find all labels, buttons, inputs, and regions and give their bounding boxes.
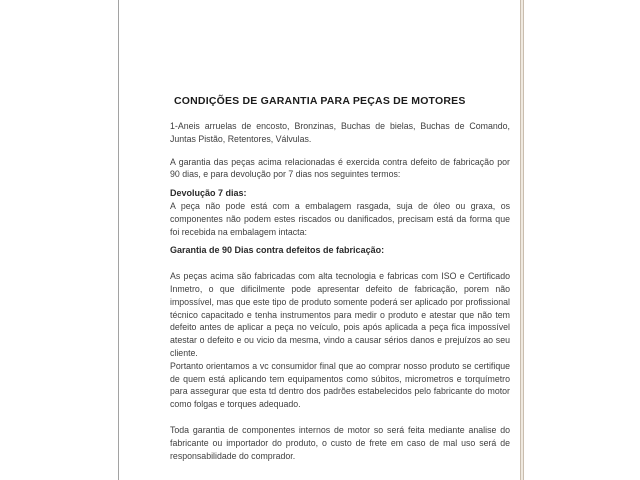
page-title: CONDIÇÕES DE GARANTIA PARA PEÇAS DE MOTORES	[174, 95, 466, 107]
garantia-paragraph-1: As peças acima são fabricadas com alta tecnologia e fabricas com ISO e Certificado Inmetro, o que dificilmente pode apresentar defeito de fabricação, porem não impossível, mas que este tipo de produto somente poderá ser aplicado por profissional técnico capacitado e tenha instrumentos para medir o produto e atestar que não tem defeito antes de aplicar a peça no veículo, pois após aplicada a peça fica impossível atestar o defeito e ou vicio da mesma, vindo a causar sérios danos e prejuízos ao seu cliente.	[170, 271, 510, 358]
devolucao-section-body: A peça não pode está com a embalagem rasgada, suja de óleo ou graxa, os componentes não podem estes riscados ou danificados, precisam está da forma que foi recebida na embalagem intacta:	[170, 200, 510, 237]
closing-paragraph: Toda garantia de componentes internos de motor so será feita mediante analise do fabricante ou importador do produto, o custo de frete em caso de mal uso será de responsabilidade do comprador.	[170, 424, 510, 461]
garantia-section-heading: Garantia de 90 Dias contra defeitos de fabricação:	[170, 245, 385, 256]
warranty-summary-paragraph: A garantia das peças acima relacionadas é exercida contra defeito de fabricação por 90 dias, e para devolução por 7 dias nos seguintes termos:	[170, 156, 510, 180]
right-page-rule	[520, 0, 524, 480]
document-content	[170, 95, 510, 462]
garantia-paragraph-2: Portanto orientamos a vc consumidor final que ao comprar nosso produto se certifique de quem está aplicando tem equipamentos como súbitos, micrometros e torquímetro para assegurar que esta td dentro dos padrões estabelecidos pelo fabricante do motor como folgas e torques adequado.	[170, 360, 510, 410]
devolucao-section-heading: Devolução 7 dias:	[170, 188, 247, 199]
parts-list-paragraph: 1-Aneis arruelas de encosto, Bronzinas, Buchas de bielas, Buchas de Comando, Juntas Pistão, Retentores, Válvulas.	[170, 121, 510, 144]
left-page-rule	[118, 0, 119, 480]
